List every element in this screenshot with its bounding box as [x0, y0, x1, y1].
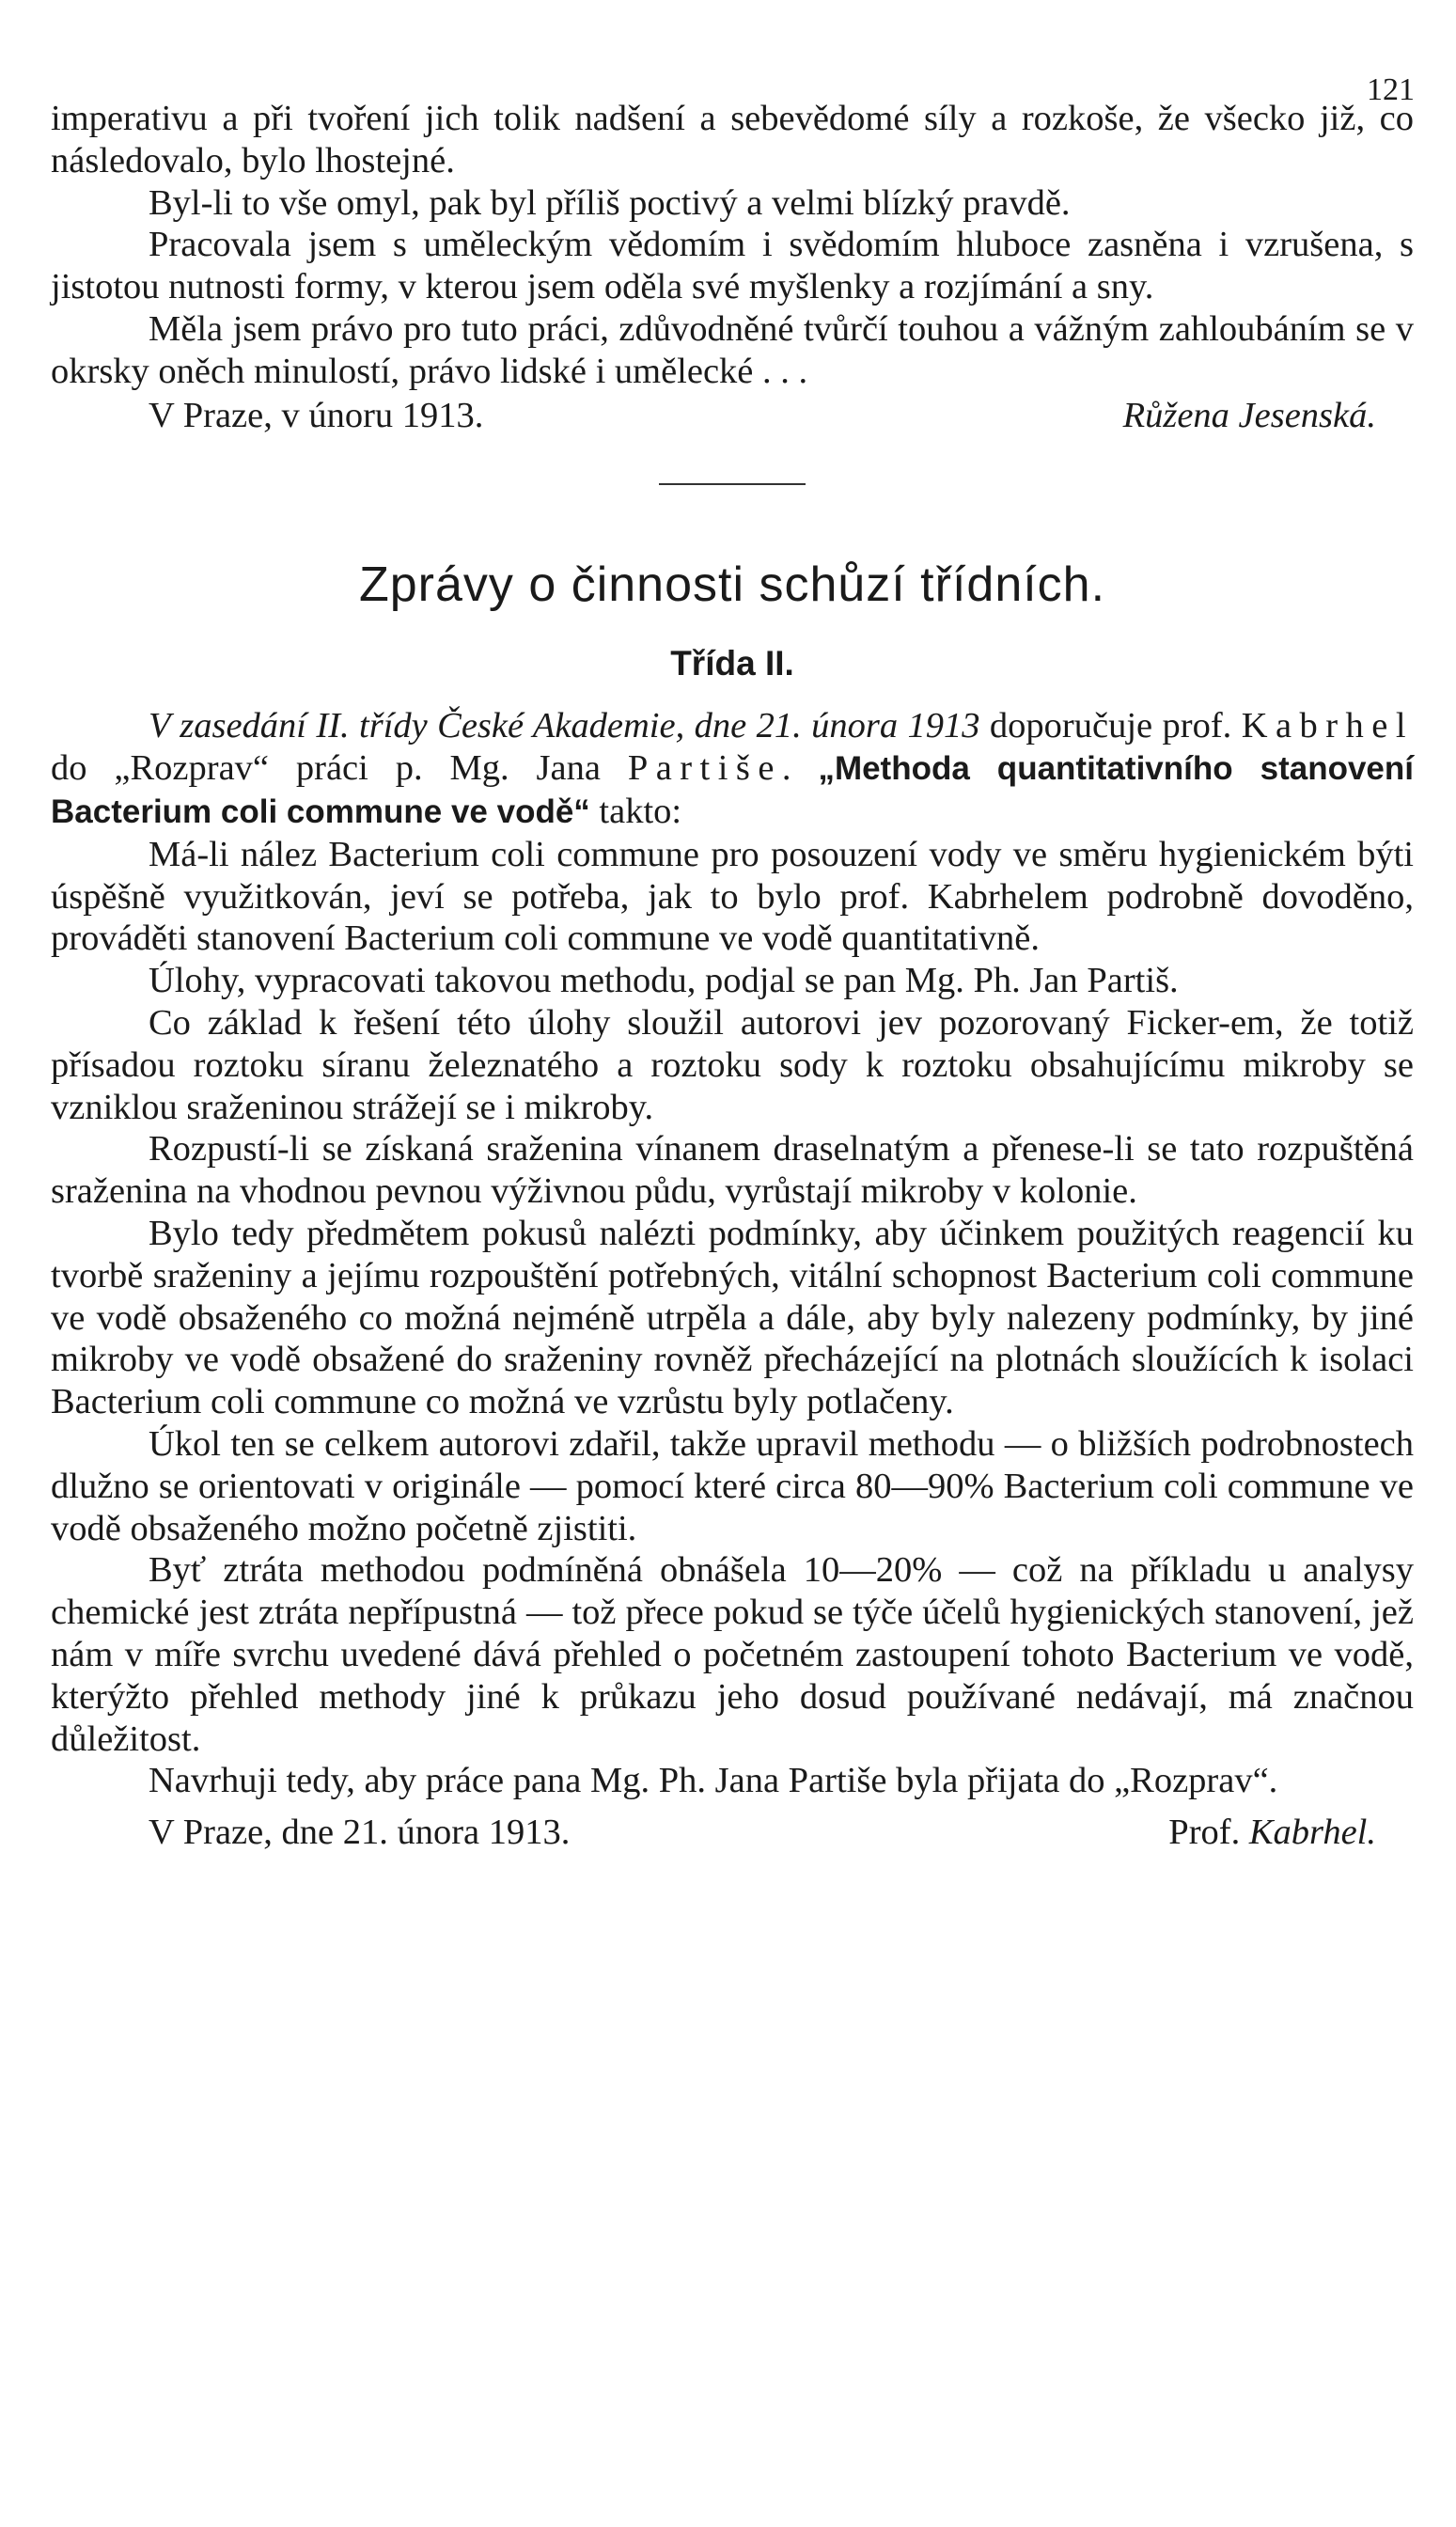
body-paragraph-4: Rozpustí-li se získaná sraženina vínanem draselnatým a přenese-li se tato rozpuštěná sraženina na vhodnou pevnou výživnou půdu, vyrůstají mikroby v kolonie.: [51, 1129, 1414, 1212]
body-paragraph-5: Bylo tedy předmětem pokusů nalézti podmínky, aby účinkem použitých reagencií ku tvorbě sraženiny a jejímu rozpouštění potřebných, vitální schopnost Bacterium coli commune ve vodě obsaženého co možná nejméně utrpěla a dále, aby byly nalezeny podmínky, by jiné mikroby ve vodě obsažené do sraženiny rovněž přecházející na plotnách sloužících k isolaci Bacterium coli commune co možná ve vzrůstu byly potlačeny.: [51, 1213, 1414, 1422]
closing-signature-line: [51, 1812, 1414, 1854]
signature-prefix: Prof.: [1168, 1813, 1249, 1853]
body-paragraph-2: Úlohy, vypracovati takovou methodu, podjal se pan Mg. Ph. Jan Partiš.: [149, 961, 1179, 1001]
preface-paragraph-3: Pracovala jsem s uměleckým vědomím i svědomím hluboce zasněna i vzrušena, s jistotou nutnosti formy, v kterou jsem oděla své myšlenky a rozjímání a sny.: [51, 225, 1414, 307]
section-intro: [51, 705, 1414, 833]
body-paragraph-8: Navrhuji tedy, aby práce pana Mg. Ph. Jana Partiše byla přijata do „Rozprav“.: [149, 1761, 1278, 1801]
section-title: Zprávy o činnosti schůzí třídních.: [358, 557, 1106, 613]
body-paragraph-7: Byť ztráta methodou podmíněná obnášela 10—20% — což na příkladu u analysy chemické jest ztráta nepřípustná — tož přece pokud se týče účelů hygienických stanovení, jež nám v míře svrchu uvedené dává přehled o početném zastoupení tohoto Bacterium ve vodě, kterýžto přehled methody jiné k průkazu jeho dosud používané nedávají, má značnou důležitost.: [51, 1550, 1414, 1759]
intro-text-2: do „Rozprav“ práci p. Mg. Jana: [51, 748, 628, 789]
intro-text-3: .: [781, 748, 819, 789]
body-paragraph-1: Má-li nález Bacterium coli commune pro posouzení vody ve směru hygienickém býti úspěšně využitkován, jeví se potřeba, jak to bylo prof. Kabrhelem podrobně dovoděno, prováděti stanovení Bacterium coli commune ve vodě quantitativně.: [51, 834, 1414, 959]
body-paragraph-3: Co základ k řešení této úlohy sloužil autorovi jev pozorovaný Ficker-em, že totiž přísadou roztoku síranu železnatého a roztoku sody k roztoku obsahujícímu mikroby se vzniklou sraženinou strážejí se i mikroby.: [51, 1002, 1414, 1127]
intro-paper-title: „Methoda quantitativního stanovení Bacterium coli commune ve vodě“: [51, 750, 1414, 830]
closing-place-date: V Praze, dne 21. února 1913.: [149, 1813, 571, 1853]
body-paragraph-6: Úkol ten se celkem autorovi zdařil, takže upravil methodu — o bližších podrobnostech dlužno se orientovati v originále — pomocí které circa 80—90% Bacterium coli commune ve vodě obsaženého možno početně zjistiti.: [51, 1423, 1414, 1548]
preface-paragraph-4: Měla jsem právo pro tuto práci, zdůvodněné tvůrčí touhou a vážným zahloubáním se v okrsky oněch minulostí, právo lidské i umělecké . . .: [51, 308, 1414, 391]
preface-paragraph-1: imperativu a při tvoření jich tolik nadšení a sebevědomé síly a rozkoše, že všecko již, co následovalo, bylo lhostejné.: [51, 99, 1414, 180]
page-number: 121: [1367, 72, 1415, 107]
intro-italic-lead: V zasedání II. třídy České Akademie, dne 21. února 1913: [149, 706, 980, 746]
intro-text-4: takto:: [589, 791, 682, 831]
signature-name: Kabrhel.: [1248, 1813, 1376, 1853]
preface-place-date: V Praze, v únoru 1913.: [149, 395, 484, 435]
text-column: [51, 98, 1414, 1854]
preface-signature-line: [51, 395, 1414, 437]
preface-author: Růžena Jesenská.: [1122, 395, 1376, 435]
intro-name-kabrhel: Kabrhel: [1241, 706, 1414, 746]
intro-text-1: doporučuje prof.: [979, 706, 1242, 746]
intro-name-partis: Partiše: [627, 748, 782, 789]
section-subtitle: Třída II.: [670, 644, 794, 683]
section-divider: [659, 483, 806, 485]
preface-paragraph-2: Byl-li to vše omyl, pak byl příliš poctivý a velmi blízký pravdě.: [149, 182, 1071, 223]
closing-signature: [1168, 1812, 1414, 1854]
